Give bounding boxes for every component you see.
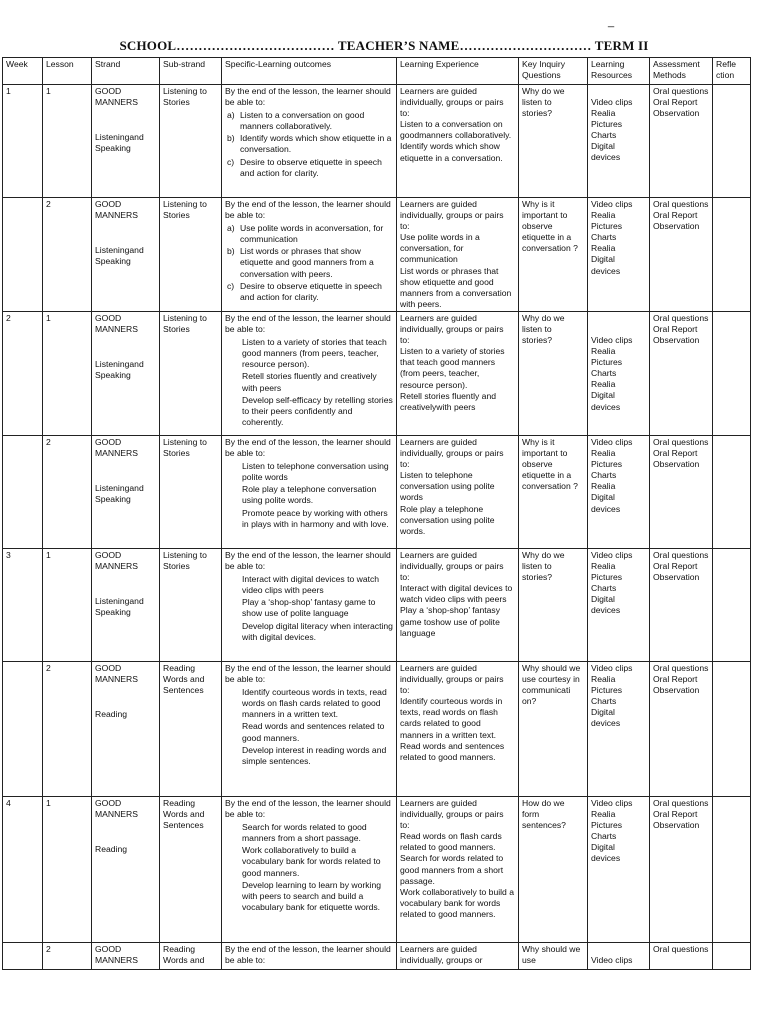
resources-cell [588, 198, 650, 312]
strand-cell [92, 796, 160, 942]
learning-experience-cell [397, 198, 519, 312]
assessment-item: Observation [653, 221, 700, 232]
lesson-number: 2 [46, 199, 51, 209]
strand-cell [92, 548, 160, 661]
reflection-cell[interactable] [713, 548, 751, 661]
outcome-item: Read words and sentences related to good manners. [242, 721, 385, 743]
assessment-item: Oral Report [653, 674, 698, 685]
key-inquiry-cell [519, 435, 588, 548]
table-row [3, 796, 751, 942]
table-row [3, 661, 751, 796]
assessment-item: Observation [653, 820, 700, 831]
col-header-sub-strand: Sub-strand [160, 58, 222, 85]
resource-item: Realia [591, 448, 616, 459]
outcomes-intro: By the end of the lesson, the learner should be able to: [225, 312, 391, 335]
assessment-cell [650, 661, 713, 796]
outcome-item: Develop digital literacy when interacting with digital devices. [242, 620, 393, 642]
lesson-number: 1 [46, 797, 51, 808]
reflection-cell[interactable] [713, 435, 751, 548]
outcome-item [227, 133, 393, 155]
learning-experience-line: Learners are guided individually, groups or [400, 943, 483, 966]
table-row [3, 942, 751, 969]
key-inquiry-cell [519, 796, 588, 942]
learning-experience-cell [397, 548, 519, 661]
learning-experience-line: Search for words related to good manners from a short passage. [400, 853, 504, 886]
table-row [3, 311, 751, 435]
assessment-item: Oral questions [653, 797, 709, 808]
strand-name: GOOD MANNERS [95, 943, 138, 966]
lesson-cell [43, 198, 92, 312]
key-inquiry-cell [519, 942, 588, 969]
sub-strand-cell [160, 435, 222, 548]
assessment-item: Oral questions [653, 436, 709, 447]
learning-experience-line: List words or phrases that show etiquette and good manners from a conversation with peers. [400, 265, 512, 309]
sub-strand-name: Reading Words and Sentences [163, 662, 205, 696]
learning-experience-line: Identify words which show etiquette in a conversation. [400, 141, 503, 163]
outcome-item [227, 223, 393, 245]
resource-item: Pictures [591, 820, 623, 831]
resource-item: Realia [591, 809, 616, 820]
assessment-item: Oral questions [653, 312, 709, 323]
lesson-cell [43, 435, 92, 548]
resource-item: Pictures [591, 357, 623, 368]
outcome-text: Identify words which show etiquette in a conversation. [240, 133, 392, 155]
key-inquiry-question: Why do we listen to stories? [522, 549, 565, 583]
key-inquiry-question: Why is it important to observe etiquette in a conversation ? [522, 199, 578, 254]
lesson-cell [43, 796, 92, 942]
key-inquiry-cell [519, 311, 588, 435]
lesson-number: 1 [46, 549, 51, 560]
resource-item: Digital devices [591, 254, 621, 276]
learning-experience-line: Play a ‘shop-shop’ fantasy game toshow use of polite language [400, 605, 500, 638]
resource-item: Realia [591, 561, 616, 572]
assessment-item: Oral Report [653, 809, 698, 820]
strand-sub-name: Listeningand Speaking [95, 359, 144, 381]
week-cell [3, 548, 43, 661]
reflection-cell[interactable] [713, 311, 751, 435]
resource-item: Video clips [591, 199, 633, 209]
outcomes-list [225, 223, 393, 303]
resource-item: Realia [591, 346, 616, 357]
resources-cell [588, 85, 650, 198]
resource-item: Video clips [591, 334, 633, 345]
resource-item: Pictures [591, 459, 623, 470]
resource-item: Video clips [591, 549, 633, 560]
outcome-marker: a) [227, 110, 235, 121]
week-cell [3, 942, 43, 969]
outcome-item: Retell stories fluently and creatively with peers [242, 371, 377, 393]
outcomes-cell [222, 796, 397, 942]
key-inquiry-question: Why should we use courtesy in communicati on? [522, 662, 581, 707]
col-header-outcomes: Specific-Learning outcomes [222, 58, 397, 85]
assessment-cell [650, 85, 713, 198]
table-row [3, 85, 751, 198]
reflection-cell[interactable] [713, 661, 751, 796]
key-inquiry-question: How do we form sentences? [522, 797, 566, 831]
reflection-cell[interactable] [713, 942, 751, 969]
outcomes-intro: By the end of the lesson, the learner should be able to: [225, 86, 391, 108]
resource-item: Realia [591, 243, 616, 254]
strand-name: GOOD MANNERS [95, 549, 138, 572]
learning-experience-line: Listen to a variety of stories that teach good manners (from peers, teacher, resource person). [400, 346, 505, 390]
assessment-item: Oral questions [653, 943, 709, 954]
week-number: 3 [6, 549, 11, 560]
resource-item: Charts [591, 831, 617, 842]
reflection-cell[interactable] [713, 198, 751, 312]
week-cell [3, 311, 43, 435]
resource-item: Video clips [591, 436, 633, 447]
resource-item: Video clips [591, 97, 633, 107]
week-cell [3, 435, 43, 548]
resource-item: Realia [591, 481, 616, 492]
resource-item: Digital devices [591, 141, 621, 163]
key-inquiry-question: Why is it important to observe etiquette in a conversation ? [522, 436, 578, 492]
document-header: SCHOOL……………………………… TEACHER’S NAME………………………… TERM II [119, 38, 649, 53]
key-inquiry-cell [519, 661, 588, 796]
sub-strand-cell [160, 796, 222, 942]
strand-name: GOOD MANNERS [95, 797, 138, 820]
col-header-reflection: Refle ction [713, 58, 751, 85]
outcome-item: Play a ‘shop-shop’ fantasy game to show use of polite language [242, 597, 376, 619]
outcome-marker: b) [227, 133, 235, 144]
outcome-item: Promote peace by working with others in plays with in harmony and with love. [242, 507, 389, 529]
learning-experience-line: Learners are guided individually, groups or pairs to: [400, 797, 504, 831]
learning-experience-line: Role play a telephone conversation using polite words. [400, 503, 495, 536]
strand-name: GOOD MANNERS [95, 199, 138, 221]
assessment-item: Oral questions [653, 86, 709, 96]
learning-experience-line: Learners are guided individually, groups or pairs to: [400, 549, 504, 583]
assessment-item: Oral Report [653, 448, 698, 459]
strand-cell [92, 942, 160, 969]
lesson-number: 1 [46, 86, 51, 96]
resource-item: Charts [591, 583, 617, 594]
assessment-cell [650, 942, 713, 969]
resource-item: Digital devices [591, 492, 621, 514]
resource-item: Realia [591, 379, 616, 390]
strand-sub-name: Listeningand Speaking [95, 596, 144, 618]
learning-experience-line: Work collaboratively to build a vocabulary bank for words related to good manners. [400, 886, 515, 919]
resources-cell [588, 435, 650, 548]
learning-experience-line: Learners are guided individually, groups or pairs to: [400, 312, 504, 346]
sub-strand-name: Listening to Stories [163, 199, 207, 221]
resource-item: Realia [591, 108, 616, 119]
resource-item: Digital devices [591, 842, 621, 864]
key-inquiry-cell [519, 85, 588, 198]
learning-experience-line: Learners are guided individually, groups or pairs to: [400, 86, 504, 119]
outcome-item: Listen to a variety of stories that teach good manners (from peers, teacher, resource person). [242, 337, 387, 370]
strand-sub-name: Listeningand Speaking [95, 245, 144, 267]
learning-experience-line: Interact with digital devices to watch video clips with peers [400, 583, 513, 605]
key-inquiry-question: Why should we use [522, 943, 581, 966]
learning-experience-line: Learners are guided individually, groups or pairs to: [400, 199, 504, 232]
resource-item: Charts [591, 130, 617, 141]
outcomes-intro: By the end of the lesson, the learner should be able to: [225, 662, 391, 685]
outcomes-cell [222, 435, 397, 548]
resource-item: Video clips [591, 954, 633, 965]
top-dash-mark: _ [608, 16, 615, 28]
outcome-item: Search for words related to good manners from a short passage. [242, 822, 367, 844]
lesson-cell [43, 661, 92, 796]
outcome-item: Develop self-efficacy by retelling stories to their peers confidently and coherently. [242, 394, 393, 427]
outcome-item [227, 280, 393, 303]
outcomes-intro: By the end of the lesson, the learner should be able to: [225, 549, 391, 572]
strand-cell [92, 311, 160, 435]
table-row [3, 548, 751, 661]
assessment-item: Observation [653, 108, 700, 119]
outcomes-cell [222, 661, 397, 796]
col-header-lesson: Lesson [43, 58, 92, 85]
assessment-item: Oral Report [653, 97, 698, 108]
outcome-marker: c) [227, 280, 235, 291]
strand-sub-name: Reading [95, 709, 128, 720]
outcome-text: Desire to observe etiquette in speech and action for clarity. [240, 280, 382, 302]
sub-strand-cell [160, 311, 222, 435]
assessment-item: Oral Report [653, 210, 698, 221]
assessment-cell [650, 548, 713, 661]
learning-experience-line: Listen to telephone conversation using polite words [400, 470, 495, 503]
assessment-cell [650, 435, 713, 548]
strand-name: GOOD MANNERS [95, 662, 138, 685]
outcomes-cell [222, 311, 397, 435]
table-row [3, 435, 751, 548]
outcome-item: Identify courteous words in texts, read words on flash cards related to good manners in a written text. [242, 687, 387, 720]
sub-strand-cell [160, 942, 222, 969]
learning-experience-line: Identify courteous words in texts, read words on flash cards related to good manners in a written text. [400, 696, 503, 740]
resources-cell [588, 796, 650, 942]
assessment-cell [650, 796, 713, 942]
outcome-marker: a) [227, 223, 235, 234]
resource-item: Charts [591, 696, 617, 707]
resource-item: Video clips [591, 662, 633, 673]
learning-experience-cell [397, 435, 519, 548]
key-inquiry-cell [519, 548, 588, 661]
learning-experience-cell [397, 942, 519, 969]
learning-experience-line: Use polite words in a conversation, for communication [400, 232, 480, 265]
lesson-number: 1 [46, 312, 51, 323]
sub-strand-cell [160, 198, 222, 312]
week-cell [3, 661, 43, 796]
sub-strand-cell [160, 661, 222, 796]
resources-cell [588, 661, 650, 796]
resource-item: Digital devices [591, 707, 621, 729]
col-header-key-inquiry: Key Inquiry Questions [519, 58, 588, 85]
outcome-text: List words or phrases that show etiquette and good manners from a conversation with peers. [240, 246, 374, 279]
strand-sub-name: Listeningand Speaking [95, 483, 144, 505]
strand-name: GOOD MANNERS [95, 86, 138, 108]
outcomes-cell [222, 942, 397, 969]
resource-item: Charts [591, 470, 617, 481]
strand-cell [92, 661, 160, 796]
lesson-number: 2 [46, 436, 51, 447]
resources-cell [588, 548, 650, 661]
outcome-item: Develop learning to learn by working with peers to search and build a vocabulary bank for etiquette words. [242, 879, 382, 912]
sub-strand-cell [160, 548, 222, 661]
resource-item: Realia [591, 210, 616, 221]
col-header-week: Week [3, 58, 43, 85]
sub-strand-name: Reading Words and [163, 943, 205, 966]
learning-experience-cell [397, 85, 519, 198]
learning-experience-line: Learners are guided individually, groups or pairs to: [400, 662, 504, 696]
week-cell [3, 85, 43, 198]
outcomes-cell [222, 198, 397, 312]
assessment-cell [650, 311, 713, 435]
assessment-item: Observation [653, 335, 700, 346]
lesson-number: 2 [46, 943, 51, 954]
outcome-item: Listen to telephone conversation using polite words [242, 461, 389, 483]
resources-cell [588, 311, 650, 435]
resource-item: Pictures [591, 572, 623, 583]
assessment-item: Observation [653, 459, 700, 470]
sub-strand-cell [160, 85, 222, 198]
outcome-item [227, 156, 393, 179]
resource-item: Video clips [591, 797, 633, 808]
col-header-resources: Learning Resources [588, 58, 650, 85]
resource-item: Charts [591, 232, 617, 243]
key-inquiry-cell [519, 198, 588, 312]
week-number: 2 [6, 312, 11, 323]
outcome-item [227, 110, 393, 132]
strand-sub-name: Reading [95, 844, 128, 855]
col-header-learning-experience: Learning Experience [397, 58, 519, 85]
sub-strand-name: Reading Words and Sentences [163, 797, 205, 831]
resource-item: Digital devices [591, 390, 621, 412]
learning-experience-line: Listen to a conversation on goodmanners collaboratively. [400, 119, 512, 141]
sub-strand-name: Listening to Stories [163, 549, 207, 572]
key-inquiry-question: Why do we listen to stories? [522, 86, 565, 119]
strand-sub-name: Listeningand Speaking [95, 132, 144, 154]
resource-item: Pictures [591, 119, 623, 130]
learning-experience-cell [397, 661, 519, 796]
strand-name: GOOD MANNERS [95, 436, 138, 459]
assessment-item: Oral Report [653, 561, 698, 572]
strand-cell [92, 85, 160, 198]
outcome-item: Work collaboratively to build a vocabulary bank for words related to good manners. [242, 845, 381, 878]
lesson-cell [43, 311, 92, 435]
key-inquiry-question: Why do we listen to stories? [522, 312, 565, 346]
week-cell [3, 796, 43, 942]
reflection-cell[interactable] [713, 85, 751, 198]
outcome-marker: b) [227, 246, 235, 257]
lesson-cell [43, 548, 92, 661]
col-header-strand: Strand [92, 58, 160, 85]
resource-item: Pictures [591, 685, 623, 696]
outcomes-intro: By the end of the lesson, the learner should be able to: [225, 436, 391, 459]
assessment-cell [650, 198, 713, 312]
outcome-text: Desire to observe etiquette in speech and action for clarity. [240, 156, 382, 178]
resource-item: Realia [591, 674, 616, 685]
week-number: 4 [6, 797, 11, 808]
resources-cell [588, 942, 650, 969]
strand-name: GOOD MANNERS [95, 312, 138, 335]
resource-item: Digital devices [591, 594, 621, 616]
assessment-item: Oral Report [653, 324, 698, 335]
learning-experience-line: Read words and sentences related to good manners. [400, 740, 505, 762]
outcome-marker: c) [227, 156, 235, 167]
outcomes-cell [222, 85, 397, 198]
outcome-item: Develop interest in reading words and simple sentences. [242, 744, 387, 766]
lesson-cell [43, 85, 92, 198]
outcomes-intro: By the end of the lesson, the learner should be able to: [225, 943, 391, 966]
learning-experience-line: Retell stories fluently and creativelywith peers [400, 390, 497, 412]
assessment-item: Oral questions [653, 549, 709, 560]
week-number: 1 [6, 86, 11, 96]
learning-experience-cell [397, 796, 519, 942]
outcome-item: Role play a telephone conversation using polite words. [242, 484, 377, 506]
outcome-text: Listen to a conversation on good manners collaboratively. [240, 110, 365, 132]
assessment-item: Oral questions [653, 199, 709, 209]
resource-item: Pictures [591, 221, 623, 232]
lesson-cell [43, 942, 92, 969]
outcomes-intro: By the end of the lesson, the learner should be able to: [225, 797, 391, 820]
outcomes-list [225, 110, 393, 179]
lesson-number: 2 [46, 662, 51, 673]
outcome-text: Use polite words in aconversation, for communication [240, 223, 384, 245]
table-header-row [3, 58, 751, 85]
reflection-cell[interactable] [713, 796, 751, 942]
resource-item: Charts [591, 368, 617, 379]
strand-cell [92, 435, 160, 548]
outcomes-cell [222, 548, 397, 661]
scheme-of-work-table [2, 57, 751, 970]
outcome-item: Interact with digital devices to watch video clips with peers [242, 574, 380, 596]
assessment-item: Observation [653, 685, 700, 696]
week-cell [3, 198, 43, 312]
learning-experience-cell [397, 311, 519, 435]
assessment-item: Observation [653, 572, 700, 583]
sub-strand-name: Listening to Stories [163, 312, 207, 335]
outcomes-intro: By the end of the lesson, the learner should be able to: [225, 199, 391, 221]
learning-experience-line: Read words on flash cards related to good manners. [400, 831, 502, 853]
assessment-item: Oral questions [653, 662, 709, 673]
col-header-assessment: Assessment Methods [650, 58, 713, 85]
table-row [3, 198, 751, 312]
outcome-item [227, 246, 393, 279]
sub-strand-name: Listening to Stories [163, 86, 207, 108]
strand-cell [92, 198, 160, 312]
sub-strand-name: Listening to Stories [163, 436, 207, 459]
learning-experience-line: Learners are guided individually, groups or pairs to: [400, 436, 504, 470]
